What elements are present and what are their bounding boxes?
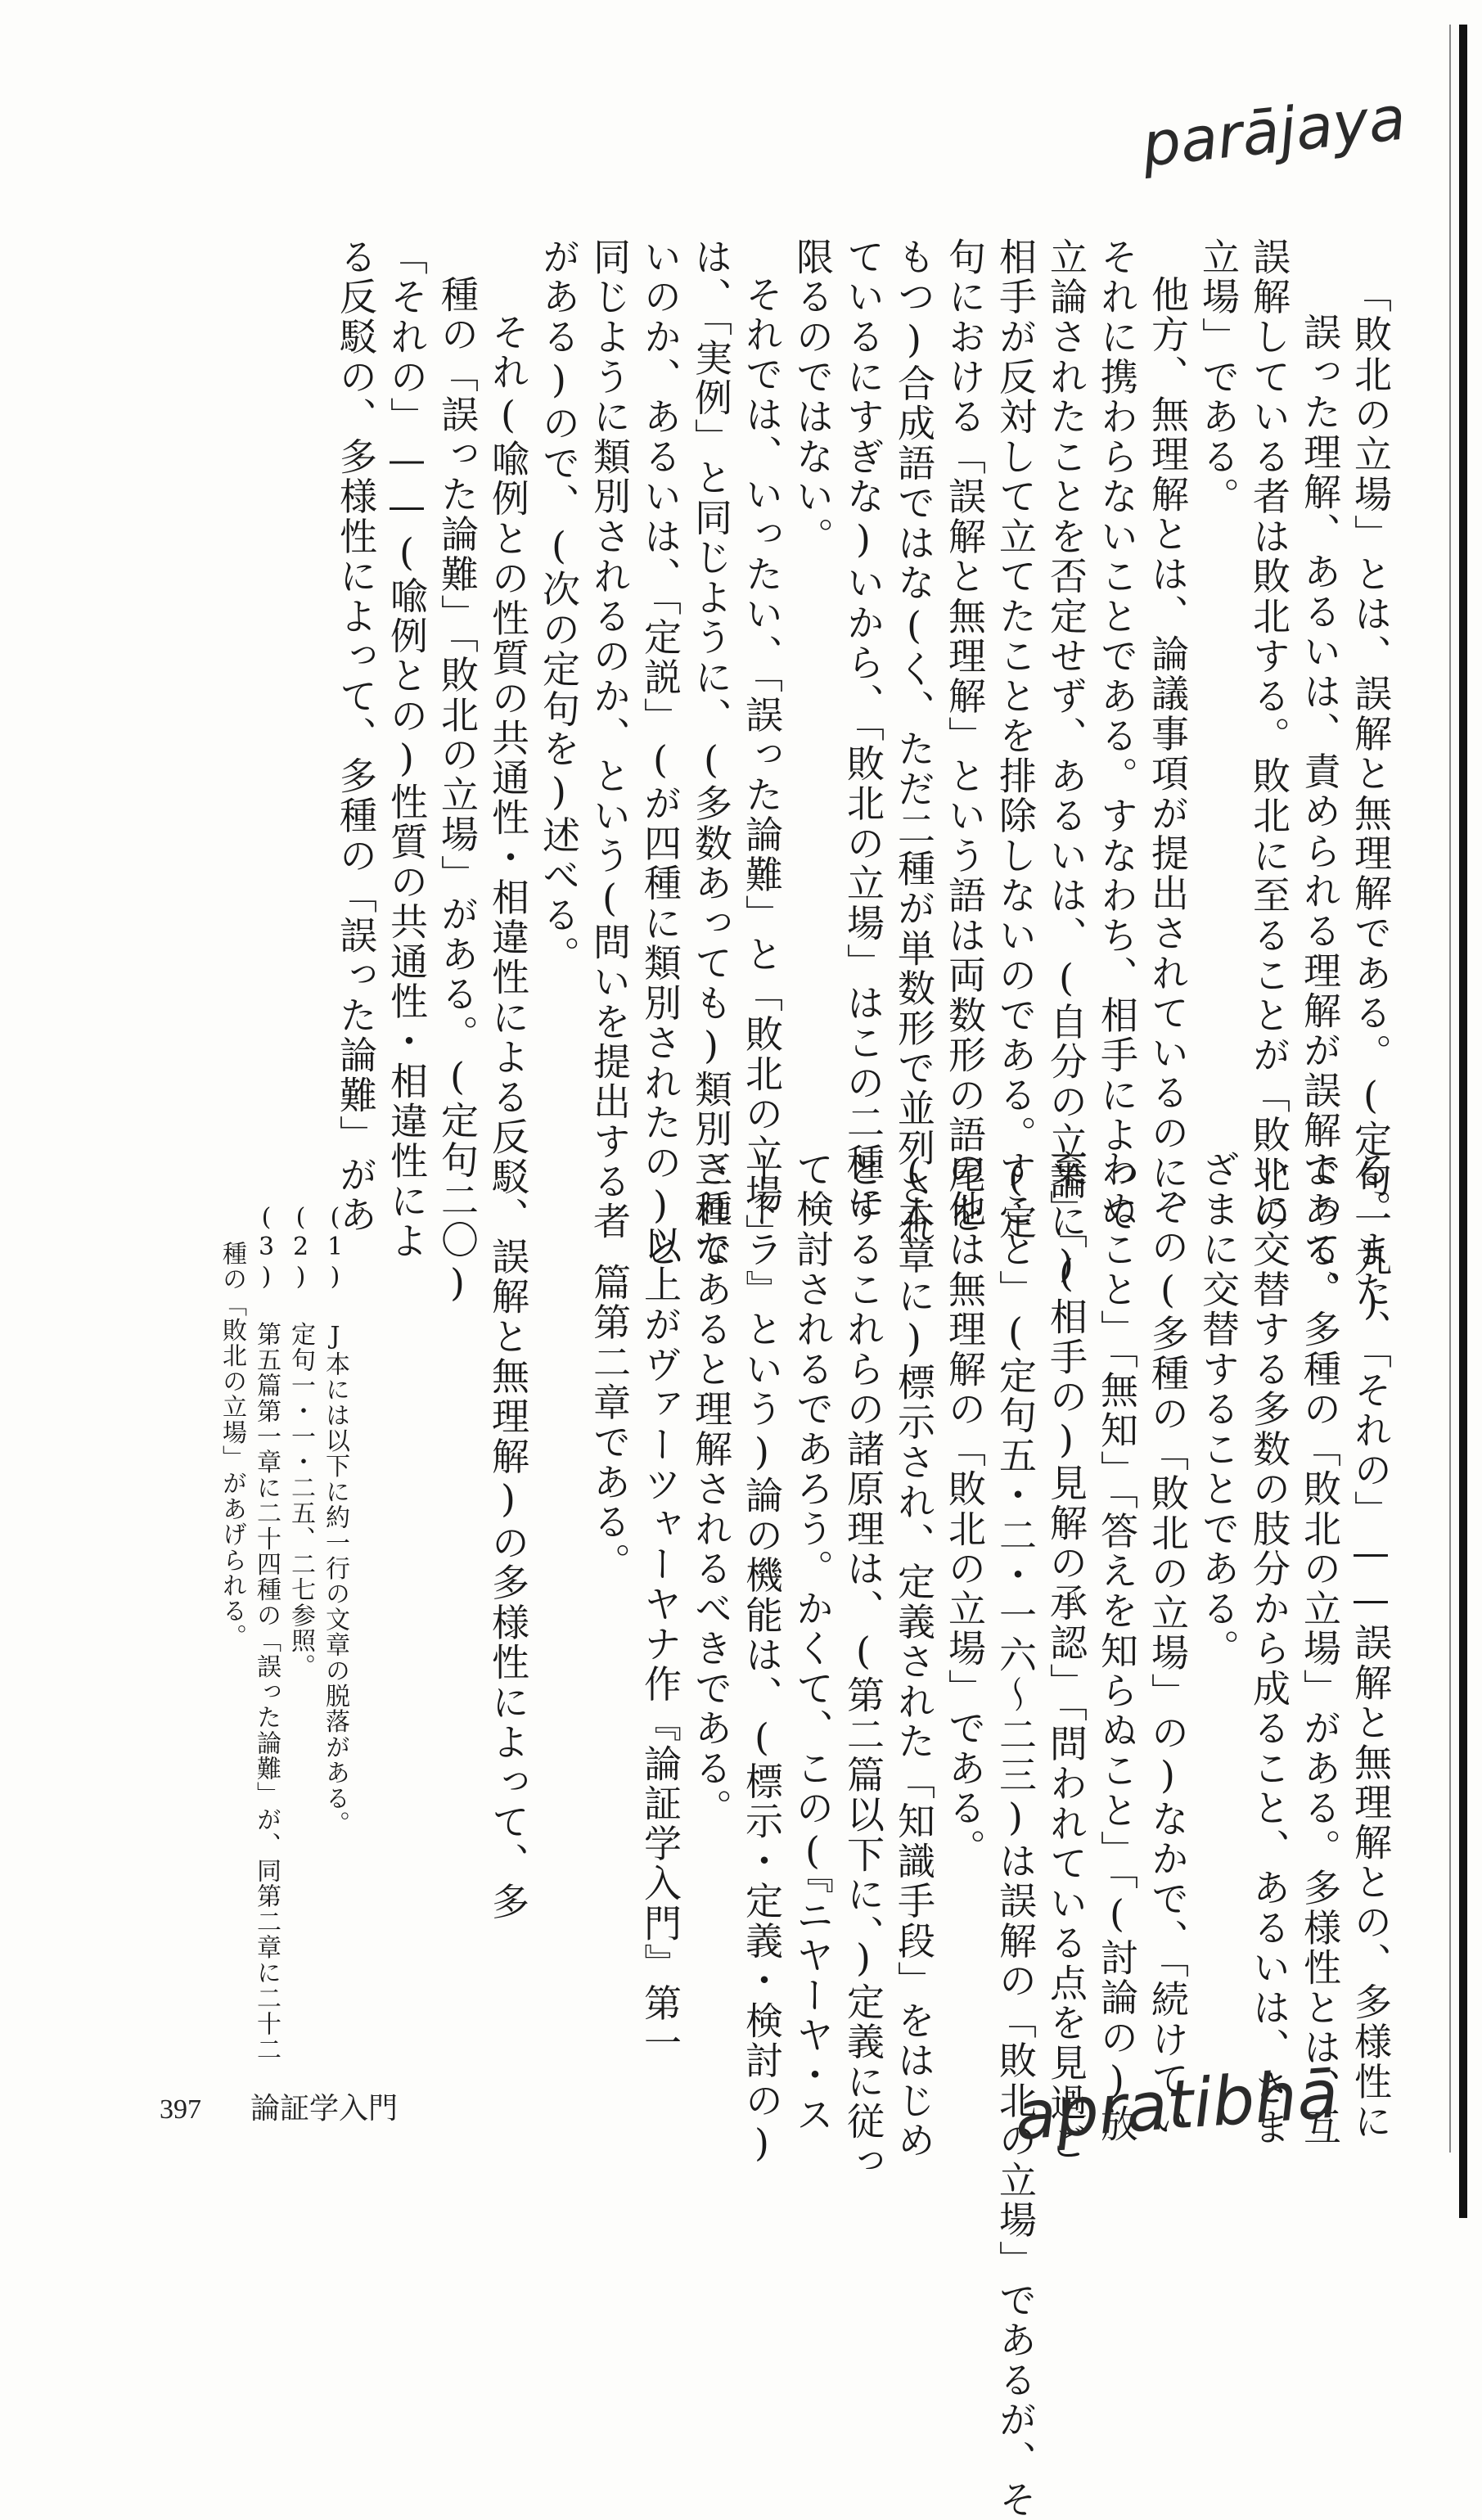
- page-footer: [160, 2085, 398, 2127]
- text-line: よって、多種の「敗北の立場」がある。多様性とは、互: [1298, 1150, 1342, 2148]
- chapter-end-line: 以上がヴァーツャーヤナ作『論証学入門』第一: [638, 1225, 682, 2063]
- handwritten-annotation-parajaya: parājaya: [1138, 83, 1409, 181]
- text-line: それに携わらないことである。すなわち、相手によって: [1095, 237, 1139, 1235]
- text-line: (本章に)標示され、定義された「知識手段」をはじめ: [892, 1150, 936, 2161]
- text-line: もつ)合成語ではな(く、ただ二種が単数形で並列され: [892, 237, 936, 1248]
- page-number: 397: [160, 2094, 201, 2125]
- text-line: 同じように類別されるのか、という(問いを提出する者: [588, 237, 632, 1242]
- scan-edge-shadow: [1459, 25, 1467, 2218]
- text-line: ざまに交替することである。: [1196, 1150, 1241, 1669]
- text-line: 限るのではない。: [791, 237, 835, 557]
- text-line: 三種であると理解されるべきである。: [689, 1150, 733, 1828]
- footnote-continued: 種の「敗北の立場」があげられる。: [218, 1241, 246, 1650]
- text-line: すこと」(定句五・二・一六〜二三)は誤解の「敗北の立場」であるが、そ: [993, 1150, 1038, 2520]
- text-line: 種の「誤った論難」「敗北の立場」がある。(定句二〇): [435, 275, 480, 1307]
- text-line: がある)ので、(次の定句を)述べる。: [537, 237, 581, 976]
- text-line: は、「実例」と同じように、(多数あっても)類別されな: [689, 237, 733, 1269]
- text-line: て検討されるであろう。かくて、この(『ニヤーヤ・ス: [791, 1150, 835, 2135]
- scan-edge-line: [1449, 25, 1451, 2153]
- footnote: (1) J本には以下に約一行の文章の脱落がある。: [321, 1203, 349, 1837]
- text-line: 誤った理解、あるいは、責められる理解が誤解である。: [1298, 313, 1342, 1310]
- running-title: 論証学入門: [250, 2092, 399, 2126]
- text-line: ているにすぎな)いから、「敗北の立場」はこの二種に: [841, 237, 885, 1223]
- text-line: 「敗北の立場」とは、誤解と無理解である。(定句一九): [1349, 275, 1393, 1326]
- text-line: それ(喩例との性質の共通性・相違性による反駁、誤解と無理解)の多様性によって、多: [486, 313, 530, 1923]
- footnote: (2) 定句一・一・二五、二七参照。: [286, 1203, 315, 1679]
- text-line: いのか、あるいは、「定説」(が四種に類別されたの)と: [638, 237, 682, 1269]
- text-line: ートラ』という)論の機能は、(標示・定義・検討の): [740, 1150, 784, 2167]
- text-line: る反駁の、多様性によって、多種の「誤った論難」があ: [334, 237, 378, 1235]
- text-line: とするこれらの諸原理は、(第二篇以下に、)定義に従っ: [841, 1150, 885, 2182]
- text-line: 相手が反対して立てたことを排除しないのである。(定: [993, 237, 1038, 1242]
- text-line: いに交替する多数の肢分から成ること、あるいは、さま: [1247, 1150, 1291, 2148]
- text-line: 句における「誤解と無理解」という語は両数形の語尾を: [943, 237, 987, 1235]
- text-line: 誤解している者は敗北する。敗北に至ることが「敗北の: [1247, 237, 1291, 1235]
- text-line: の他は無理解の「敗北の立場」である。: [943, 1150, 987, 1869]
- footnotes: [218, 1203, 352, 2062]
- text-line: 立論されたことを否定せず、あるいは、(自分の立論に): [1044, 237, 1088, 1288]
- text-line: 「それの」——(喩例との)性質の共通性・相違性によ: [385, 237, 429, 1261]
- text-line: 他方、無理解とは、論議事項が提出されているのに、: [1146, 275, 1190, 1233]
- handwritten-annotation-apratibha: apratibhā: [1012, 2055, 1341, 2156]
- chapter-end-line: 篇第二章である。: [588, 1263, 632, 1583]
- text-line: る。また、「それの」——誤解と無理解との、多様性に: [1349, 1150, 1393, 2142]
- footnote: (3) 第五篇第一章に二十四種の「誤った論難」が、同第二章に二十二: [252, 1203, 281, 2062]
- text-line: わぬこと」「無知」「答えを知らぬこと」「(討論の)放: [1095, 1150, 1139, 2144]
- text-line: その(多種の「敗北の立場」の)なかで、「続けてい: [1146, 1188, 1190, 2140]
- text-line: 棄」「(相手の)見解の承認」「問われている点を見過ご: [1044, 1150, 1088, 2163]
- text-line: それでは、いったい、「誤った論難」と「敗北の立場」: [740, 275, 784, 1254]
- text-line: 立場」である。: [1196, 237, 1241, 517]
